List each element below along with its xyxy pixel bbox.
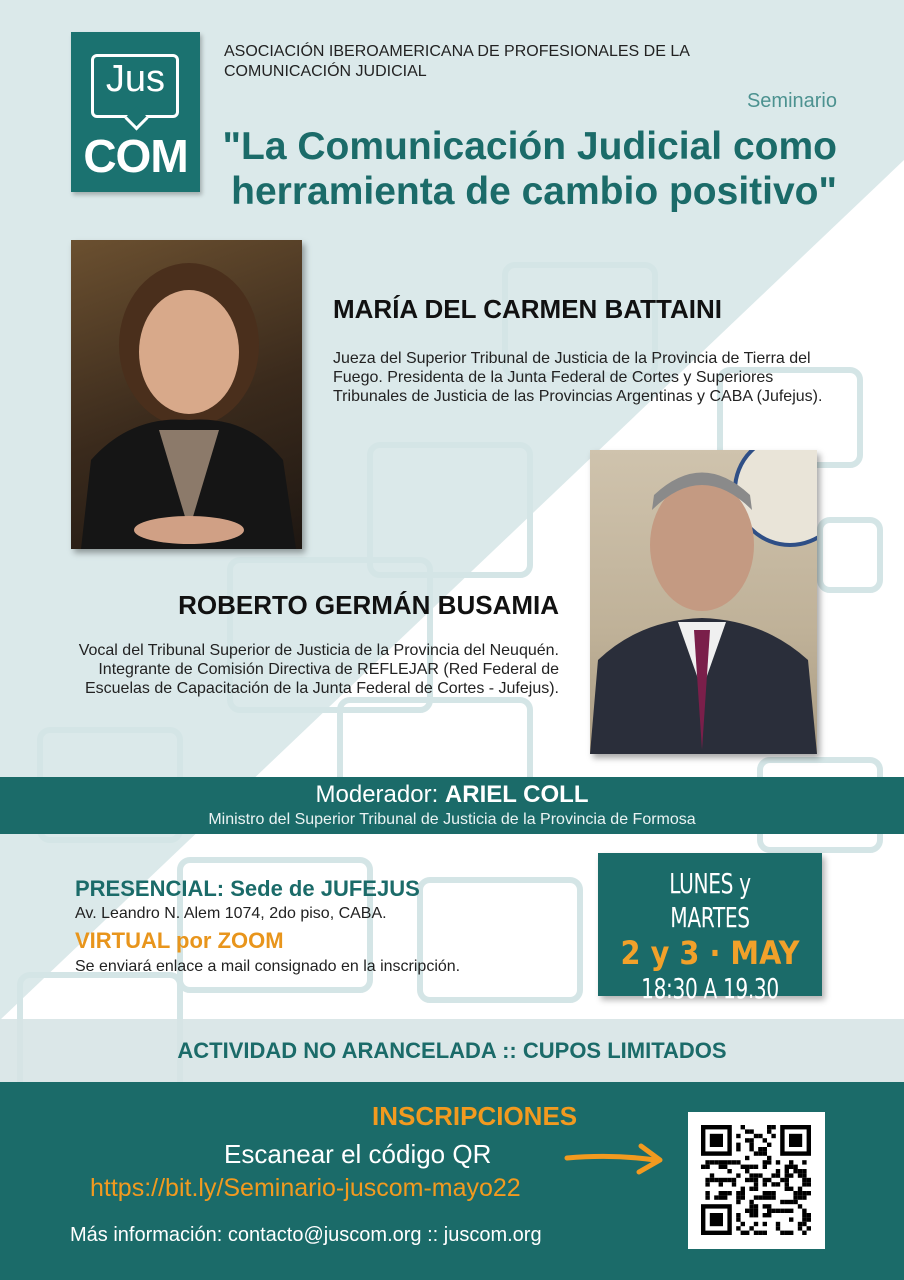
logo-text-jus: Jus (105, 58, 166, 100)
date-time: 18:30 A 19.30 (641, 972, 779, 1005)
notice-band (0, 1019, 904, 1082)
seminar-title: "La Comunicación Judicial como herramienta de cambio positivo" (222, 125, 837, 213)
virtual-heading: VIRTUAL por ZOOM (75, 928, 284, 953)
scan-instruction: Escanear el código QR (224, 1139, 492, 1169)
presencial-heading: PRESENCIAL: Sede de JUFEJUS (75, 876, 420, 901)
speaker-name: MARÍA DEL CARMEN BATTAINI (333, 294, 723, 324)
seminar-eyebrow: Seminario (746, 90, 837, 112)
registration-heading: INSCRIPCIONES (372, 1101, 578, 1131)
date-dates: 2 y 3 · MAY (620, 934, 800, 972)
speaker-photo-busamia (590, 450, 817, 754)
contact-info: Más información: contacto@juscom.org :: juscom.org (70, 1224, 542, 1246)
qr-code-icon (688, 1112, 825, 1249)
moderator-line (0, 777, 904, 810)
speaker-bio: Jueza del Superior Tribunal de Justicia de la Provincia de Tierra del Fuego. Presidenta de la Junta Federal de Cortes y Superiores Tribunales de Justicia de las Provincias Argentinas y CABA (Jufejus). (333, 350, 823, 405)
logo-text-com: COM (83, 130, 188, 182)
date-days: LUNES y MARTES (669, 867, 751, 934)
date-box (598, 853, 822, 1005)
virtual-note: Se enviará enlace a mail consignado en la inscripción. (75, 958, 461, 975)
arrow-right-icon (563, 1140, 667, 1176)
moderator-band (0, 777, 904, 834)
qr-code[interactable] (688, 1112, 825, 1249)
venue-address: Av. Leandro N. Alem 1074, 2do piso, CABA. (75, 905, 387, 922)
moderator-role: Ministro del Superior Tribunal de Justicia de la Provincia de Formosa (208, 811, 696, 828)
notice-text: ACTIVIDAD NO ARANCELADA :: CUPOS LIMITADOS (177, 1038, 727, 1063)
association-name: ASOCIACIÓN IBEROAMERICANA DE PROFESIONALES DE LA COMUNICACIÓN JUDICIAL (224, 43, 690, 80)
juscom-logo (71, 32, 200, 192)
registration-link[interactable]: https://bit.ly/Seminario-juscom-mayo22 (90, 1174, 521, 1202)
speaker-name: ROBERTO GERMÁN BUSAMIA (178, 590, 559, 620)
speaker-bio: Vocal del Tribunal Superior de Justicia de la Provincia del Neuquén. Integrante de Comisión Directiva de REFLEJAR (Red Federal de Escuelas de Capacitación de la Junta Federal de Cortes - Jufejus). (78, 642, 559, 697)
speaker-photo-battaini (71, 240, 302, 549)
moderator-name: ARIEL COLL (444, 781, 589, 808)
moderator-prefix: Moderador: (315, 781, 439, 808)
